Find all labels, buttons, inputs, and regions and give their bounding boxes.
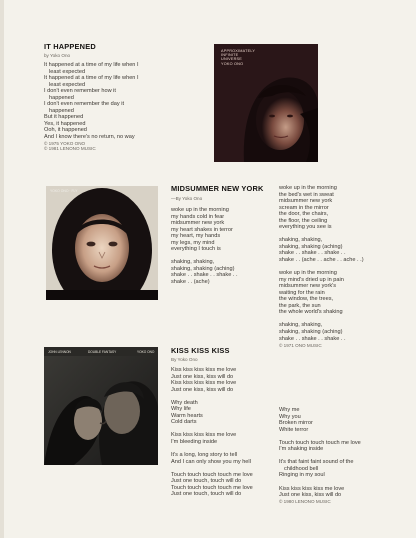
text-line: It's a long, long story to tell [171, 452, 238, 459]
text-line: But it happened [44, 114, 84, 121]
text-line: Touch touch touch touch me love [279, 439, 361, 446]
text-line: I don't even remember how it [44, 88, 116, 95]
text-line: And I can only show you my hell [171, 458, 251, 465]
text-line: my hands cold in fear [171, 213, 225, 220]
lyrics-kiss-column-1 [171, 367, 253, 498]
song-credit-midsummer-new-york: —By Yoko Ono [171, 196, 203, 201]
text-line: © 1980 LENONO MUSIC [279, 499, 331, 504]
text-line: INFINITE [221, 53, 239, 58]
text-line: shake . . shake . . shake . . [279, 250, 346, 257]
lyrics-it-happened [44, 62, 139, 141]
song-title-it-happened: IT HAPPENED [44, 42, 96, 51]
text-line: © 1971 ONO MUSIC [279, 343, 322, 348]
text-line: childhood bell [284, 465, 319, 472]
text-line: Why life [171, 406, 191, 413]
text-line: Kiss kiss kiss kiss me love [171, 380, 237, 387]
text-line: happened [49, 94, 74, 101]
text-line: everything you see is [279, 224, 332, 231]
text-line: APPROXIMATELY [221, 49, 256, 53]
text-line: shake . . (ache) [171, 279, 210, 286]
text-line: shaking, shaking, [279, 237, 323, 244]
text-line: my heart, my hands [171, 233, 221, 240]
lyrics-midsummer-column-1 [171, 207, 238, 286]
text-line: Kiss kiss kiss kiss me love [171, 367, 237, 373]
text-line: I'm bleeding inside [171, 439, 218, 446]
song-credit-kiss-kiss-kiss: By Yoko Ono [171, 357, 198, 362]
text-line: shake . . shake . . shake . . [171, 272, 238, 279]
album-cover-face-portrait-icon [46, 186, 158, 300]
text-line: Yes, it happened [44, 120, 86, 127]
text-line: least expected [49, 81, 86, 88]
text-line: Just one touch, touch will do [171, 478, 242, 485]
text-line: my heart shakes in terror [171, 226, 233, 233]
text-line: scream in the mirror [279, 204, 329, 211]
text-line: I'm shaking inside [279, 446, 324, 453]
page-edge [0, 0, 4, 538]
album-label-double-fantasy: DOUBLE FANTASY [88, 350, 117, 354]
text-line: shaking, shaking, [279, 322, 323, 329]
text-line: Just one kiss, kiss will do [171, 373, 234, 380]
text-line: Cold darts [171, 419, 197, 426]
text-line: midsummer new york's [279, 283, 337, 290]
text-line: midsummer new york [171, 220, 225, 227]
text-line: Ooh, it happened [44, 127, 87, 134]
album-cover-approximately-infinite-universe [214, 44, 318, 162]
album-label-john-lennon: JOHN LENNON [48, 350, 71, 354]
text-line: shaking, shaking (aching) [279, 329, 343, 336]
text-line: © 1981 LENONO MUSIC [44, 146, 96, 152]
text-line: Just one touch, touch will do [171, 491, 242, 498]
text-line: my mind's dried up in pain [279, 276, 344, 283]
lyrics-midsummer-column-2 [279, 185, 364, 342]
copyright-it-happened [44, 141, 96, 152]
text-line: midsummer new york [279, 198, 333, 205]
text-line: It happened at a time of my life when I [44, 75, 139, 82]
text-line: shaking, shaking, [171, 259, 215, 266]
text-line: shake . . shake . . shake . . [279, 335, 346, 342]
text-line: woke up in the morning [279, 270, 337, 277]
album-cover-double-fantasy [44, 347, 158, 465]
lyrics-kiss-column-2 [279, 407, 361, 499]
text-line: Touch touch touch touch me love [171, 471, 253, 478]
text-line: happened [49, 107, 74, 114]
text-line: White terror [279, 426, 309, 433]
text-line: my legs, my mind [171, 239, 215, 246]
text-line: shake . . (ache . . ache . . ache . .) [279, 257, 364, 264]
text-line: the park, the sun [279, 302, 321, 309]
text-line: Kiss kiss kiss kiss me love [171, 432, 237, 439]
text-line: the floor, the ceiling [279, 217, 328, 224]
copyright-midsummer-new-york [279, 343, 322, 348]
text-line: woke up in the morning [279, 185, 337, 191]
text-line: It's that faint faint sound of the [279, 459, 354, 466]
text-line: Why me [279, 407, 300, 413]
text-line: YOKO ONO [221, 61, 244, 66]
text-line: © 1975 YOKO ONO [44, 141, 86, 146]
text-line: Why death [171, 399, 198, 406]
text-line: Just one kiss, kiss will do [171, 386, 234, 393]
song-title-midsummer-new-york: MIDSUMMER NEW YORK [171, 184, 264, 193]
text-line: Just one kiss, kiss will do [279, 492, 342, 499]
text-line: the door, the chairs, [279, 211, 329, 218]
text-line: least expected [49, 68, 86, 75]
text-line: shaking, shaking (aching) [279, 243, 343, 250]
text-line: Why you [279, 413, 301, 420]
text-line: waiting for the rain [279, 289, 325, 296]
text-line: everything I touch is [171, 246, 221, 253]
text-line: It happened at a time of my life when I [44, 62, 139, 68]
song-title-kiss-kiss-kiss: KISS KISS KISS [171, 346, 230, 355]
text-line: UNIVERSE [221, 57, 243, 62]
text-line: I don't even remember the day it [44, 101, 125, 108]
album-cover-title-text [221, 49, 255, 66]
copyright-kiss-kiss-kiss [279, 499, 331, 504]
album-label-yoko-ono: YOKO ONO [137, 350, 155, 354]
album-cover-fly [46, 186, 158, 300]
text-line: the bed's wet in sweat [279, 191, 334, 198]
text-line: Kiss kiss kiss kiss me love [279, 485, 345, 492]
text-line: Warm hearts [171, 412, 203, 419]
album-cover-couple-kissing-icon [44, 347, 158, 465]
text-line: And I know there's no return, no way [44, 134, 135, 141]
text-line: Broken mirror [279, 420, 313, 427]
text-line: woke up in the morning [171, 207, 229, 213]
text-line: the window, the trees, [279, 296, 334, 303]
song-credit-it-happened: by Yoko Ono [44, 53, 71, 58]
album-cover-fly-text: YOKO ONO · FLY [50, 189, 78, 193]
text-line: Ringing in my soul [279, 472, 325, 479]
text-line: Touch touch touch touch me love [171, 484, 253, 491]
text-line: the whole world's shaking [279, 309, 343, 316]
text-line: shaking, shaking (aching) [171, 265, 235, 272]
